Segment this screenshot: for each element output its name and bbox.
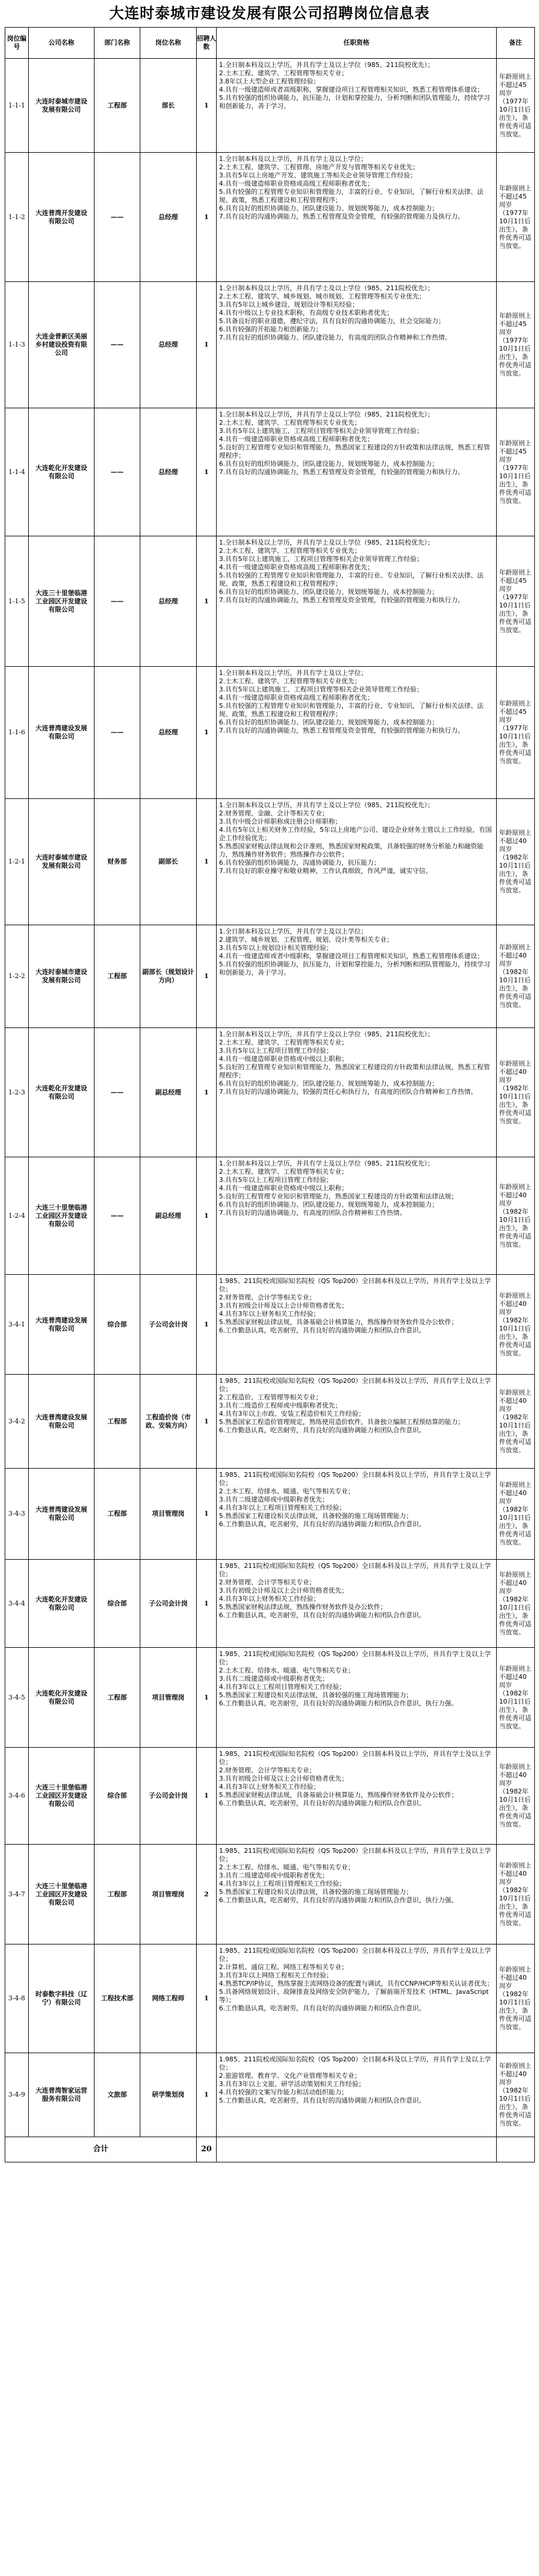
cell-note: 年龄原则上不超过40周岁（1982年10月1日后出生），条件优秀可适当放宽。	[497, 1469, 535, 1560]
requirement-line: 4.具有较强的文案写作能力和活动组织能力；	[219, 2088, 348, 2096]
cell-dept: ——	[95, 282, 140, 408]
cell-code: 1-1-2	[5, 153, 29, 282]
requirement-line: 5.良好的工程管理专业知识和管理能力，熟悉国家工程建设的方针政策和法律法规，熟悉工程管理程序；	[219, 1063, 490, 1079]
table-row	[5, 1028, 535, 1157]
cell-requirements	[217, 1748, 497, 1845]
cell-position: 总经理	[140, 408, 197, 536]
page-title: 大连时泰城市建设发展有限公司招聘岗位信息表	[109, 5, 430, 22]
table-row	[5, 1748, 535, 1845]
requirement-line: 3.具有5年以上工程项目管理工作经验；	[219, 1047, 333, 1054]
table-row	[5, 1560, 535, 1648]
cell-requirements	[217, 408, 497, 536]
header-count: 招聘人数	[197, 28, 217, 59]
cell-note: 年龄原则上不超过40周岁（1982年10月1日后出生），条件优秀可适当放宽。	[497, 1157, 535, 1275]
cell-dept: 工程部	[95, 1375, 140, 1469]
requirement-line: 5.熟悉国家财税法律法规，熟练操作财务软件及办公软件；	[219, 1603, 387, 1611]
requirement-line: 4.具有3年以上财务相关工作经验；	[219, 1783, 320, 1791]
requirement-line: 6.具有良好的组织协调能力、团队建设能力、规划统筹能力，成本控制能力；	[219, 588, 439, 596]
cell-requirements	[217, 1560, 497, 1648]
requirement-line: 1.985、211院校或国际知名院校（QS Top200）全日制本科及以上学历，并具有学士及以上学位；	[219, 2056, 491, 2071]
cell-count: 1	[197, 1748, 217, 1845]
cell-note: 年龄原则上不超过40周岁（1982年10月1日后出生），条件优秀可适当放宽。	[497, 1845, 535, 1944]
cell-note: 年龄原则上不超过40周岁（1982年10月1日后出生），条件优秀可适当放宽。	[497, 799, 535, 925]
cell-dept: 工程技术部	[95, 1944, 140, 2053]
cell-position: 子公司会计岗	[140, 1275, 197, 1375]
cell-company: 大连三十里堡临港工业园区开发建设有限公司	[29, 1748, 95, 1845]
requirement-line: 6.具有良好的组织协调能力、团队建设能力、规划统筹能力，成本控制能力；	[219, 460, 439, 468]
requirement-line: 1.全日制本科及以上学历，并具有学士及以上学位；	[219, 928, 368, 935]
requirement-line: 5.具有较强的工程管理专业知识和管理能力，丰富的行业、专业知识，了解行业相关法律、法规、政策，熟悉工程建设和工程管理程序；	[219, 572, 484, 587]
requirement-line: 1.全日制本科及以上学历，并具有学士及以上学位（985、211院校优先）；	[219, 1030, 434, 1038]
cell-company: 大连三十里堡临港工业园区开发建设有限公司	[29, 1845, 95, 1944]
cell-note: 年龄原则上不超过40周岁（1982年10月1日后出生），条件优秀可适当放宽。	[497, 1375, 535, 1469]
cell-code: 1-2-2	[5, 925, 29, 1028]
requirement-line: 4.熟悉TCP/IP协议，熟练掌握主流网络设备的配置与调试，具有CCNP/HCIP等相关认证者优先；	[219, 1980, 494, 1987]
cell-count: 1	[197, 925, 217, 1028]
cell-position: 项目管理岗	[140, 1845, 197, 1944]
requirement-line: 5.熟悉国家财税法律法规，具备基础会计核算能力，熟练操作财务软件及办公软件；	[219, 1791, 458, 1799]
requirement-line: 3.具有5年以上工程项目管理工作经验；	[219, 1176, 333, 1184]
cell-requirements	[217, 1028, 497, 1157]
requirement-line: 7.具有良好的沟通协调能力，熟悉工程管理及资金管理，有较强的管理能力和执行力。	[219, 468, 464, 476]
cell-position: 副部长（规划设计方向）	[140, 925, 197, 1028]
requirement-line: 4.具有3年以上工程项目管理相关工作经验；	[219, 1880, 346, 1888]
cell-count: 1	[197, 59, 217, 153]
cell-note: 年龄原则上不超过45周岁（1977年10月1日后出生），条件优秀可适当放宽。	[497, 408, 535, 536]
requirement-line: 6.工作勤恳认真，吃苦耐劳，具有良好的沟通协调能力和团队合作意识。	[219, 1611, 426, 1619]
requirement-line: 2.财务管理、会计学等相关专业；	[219, 1766, 316, 1774]
cell-count: 1	[197, 1028, 217, 1157]
requirement-line: 6.工作勤恳认真，吃苦耐劳，具有良好的沟通协调能力和团队合作意识，执行力强。	[219, 1896, 458, 1904]
cell-position: 工程造价岗（市政、安装方向）	[140, 1375, 197, 1469]
cell-requirements	[217, 536, 497, 667]
table-row	[5, 799, 535, 925]
requirement-line: 2.工程造价、工程管理等相关专业；	[219, 1393, 322, 1401]
cell-dept: ——	[95, 1028, 140, 1157]
requirement-line: 4.具有一级建造师职业资格或中级以上职称；	[219, 1055, 348, 1063]
cell-code: 1-1-6	[5, 667, 29, 799]
requirement-line: 3.具有5年以上房地产开发、建筑施工等相关企业领导管理工作经验；	[219, 172, 417, 179]
cell-count: 1	[197, 1648, 217, 1748]
header-note: 备注	[497, 28, 535, 59]
total-row	[5, 2137, 535, 2162]
requirement-line: 5.熟悉国家工程造价管理规定，熟练使用造价软件，具备独立编制工程预结算的能力；	[219, 1418, 464, 1426]
requirement-line: 6.具有良好的组织协调能力、团队建设能力、规划统筹能力，成本控制能力；	[219, 1201, 439, 1208]
requirement-line: 1.全日制本科及以上学历，并具有学士及以上学位（985、211院校优先）；	[219, 411, 434, 418]
requirement-line: 1.985、211院校或国际知名院校（QS Top200）全日制本科及以上学历，并具有学士及以上学位；	[219, 1650, 491, 1666]
cell-company: 大连乾化开发建设有限公司	[29, 1648, 95, 1748]
requirement-line: 3.具有二级建造师或中级职称者优先；	[219, 1872, 329, 1879]
requirement-line: 4.具有一级建造师职业资格或高级工程师职称者优先；	[219, 180, 374, 187]
table-row	[5, 408, 535, 536]
cell-company: 大连普湾建设发展有限公司	[29, 1275, 95, 1375]
cell-requirements	[217, 59, 497, 153]
requirement-line: 3.具有5年以上建筑施工、工程项目管理等相关企业领导管理工作经验；	[219, 555, 423, 563]
requirement-line: 4.具有一级建造师职业资格或高级工程师职称者优先；	[219, 563, 374, 571]
requirement-line: 4.具有一级建造师职业资格或高级工程师职称者优先；	[219, 694, 374, 701]
table-row	[5, 282, 535, 408]
cell-requirements	[217, 667, 497, 799]
cell-code: 3-4-2	[5, 1375, 29, 1469]
requirement-line: 7.具有良好的职业操守和敬业精神，工作认真细致，作风严谨，诚实守信。	[219, 867, 432, 875]
table-header-row	[5, 28, 535, 59]
requirement-line: 1.985、211院校或国际知名院校（QS Top200）全日制本科及以上学历，并具有学士及以上学位；	[219, 1277, 491, 1293]
total-count: 20	[197, 2137, 217, 2162]
cell-code: 1-2-1	[5, 799, 29, 925]
requirement-line: 2.土木工程、建筑学、工程管理等相关专业优先；	[219, 547, 361, 555]
cell-position: 副总经理	[140, 1157, 197, 1275]
cell-requirements	[217, 1275, 497, 1375]
cell-count: 1	[197, 1375, 217, 1469]
header-position: 岗位名称	[140, 28, 197, 59]
recruitment-table	[5, 27, 535, 2162]
requirement-line: 2.土木工程、建筑学、工程管理等相关专业；	[219, 69, 348, 77]
requirement-line: 3.具有中级会计师职称或注册会计师职称；	[219, 818, 342, 825]
requirement-line: 3.8年以上大型企业工程管理经验；	[219, 78, 320, 85]
cell-requirements	[217, 1845, 497, 1944]
requirement-line: 3.具有初级会计师及以上会计师资格者优先；	[219, 1302, 348, 1309]
cell-code: 1-2-3	[5, 1028, 29, 1157]
requirement-line: 7.具有良好的沟通协调能力，熟悉工程管理及资金管理，有较强的管理能力及执行力。	[219, 213, 464, 220]
requirement-line: 2.土木工程、建筑学、工程管理等相关专业；	[219, 1039, 348, 1046]
requirement-line: 2.财务管理、会计学等相关专业；	[219, 1294, 316, 1301]
requirement-line: 2.土木工程、建筑学、城乡规划、城市规划、工程管理等相关专业优先；	[219, 293, 426, 300]
cell-requirements	[217, 799, 497, 925]
cell-position: 总经理	[140, 536, 197, 667]
cell-dept: 财务部	[95, 799, 140, 925]
cell-position: 副总经理	[140, 1028, 197, 1157]
cell-note: 年龄原则上不超过45周岁（1977年10月1日后出生），条件优秀可适当放宽。	[497, 282, 535, 408]
requirement-line: 6.具有良好的组织协调能力、团队建设能力、规划统筹能力，成本控制能力；	[219, 1080, 439, 1087]
cell-requirements	[217, 1944, 497, 2053]
cell-code: 3-4-7	[5, 1845, 29, 1944]
requirement-line: 3.具有5年以上建筑施工、工程项目管理等相关企业领导管理工作经验；	[219, 427, 423, 435]
table-row	[5, 2053, 535, 2137]
cell-code: 1-1-5	[5, 536, 29, 667]
cell-company: 大连乾化开发建设有限公司	[29, 1560, 95, 1648]
cell-position: 部长	[140, 59, 197, 153]
requirement-line: 2.财务管理、会计学等相关专业；	[219, 1578, 316, 1586]
requirement-line: 6.工作勤恳认真，吃苦耐劳，具有良好的沟通协调能力和团队合作意识，执行力强。	[219, 1700, 458, 1707]
cell-position: 子公司会计岗	[140, 1560, 197, 1648]
cell-note: 年龄原则上不超过40周岁（1982年10月1日后出生），条件优秀可适当放宽。	[497, 1028, 535, 1157]
cell-code: 3-4-9	[5, 2053, 29, 2137]
requirement-line: 1.985、211院校或国际知名院校（QS Top200）全日制本科及以上学历，并具有学士及以上学位；	[219, 1750, 491, 1766]
requirement-line: 1.985、211院校或国际知名院校（QS Top200）全日制本科及以上学历，并具有学士及以上学位；	[219, 1471, 491, 1487]
requirement-line: 6.具有较强的开拓能力和创新能力；	[219, 325, 322, 333]
requirement-line: 7.具有良好的沟通协调能力，熟悉工程管理及资金管理，有较强的管理能力和执行力。	[219, 596, 464, 604]
requirement-line: 1.985、211院校或国际知名院校（QS Top200）全日制本科及以上学历，并具有学士及以上学位；	[219, 1377, 491, 1393]
cell-dept: 工程部	[95, 1845, 140, 1944]
cell-note: 年龄原则上不超过40周岁（1982年10月1日后出生），条件优秀可适当放宽。	[497, 1275, 535, 1375]
requirement-line: 4.具有3年以上工程项目管理相关工作经验；	[219, 1504, 346, 1512]
requirement-line: 1.全日制本科及以上学历，并具有学士及以上学位（985、211院校优先）；	[219, 284, 434, 292]
requirement-line: 4.具有3年以上财务相关工作经验；	[219, 1595, 320, 1603]
cell-requirements	[217, 1648, 497, 1748]
cell-requirements	[217, 1469, 497, 1560]
table-row	[5, 1157, 535, 1275]
requirement-line: 5.熟悉国家财税法律法规，具备基础会计核算能力，熟练操作财务软件及办公软件；	[219, 1318, 458, 1326]
requirement-line: 2.土木工程、给排水、暖通、电气等相关专业；	[219, 1863, 355, 1871]
total-empty-note	[497, 2137, 535, 2162]
requirement-line: 4.具有一级建造师职业资格或高级工程师职称者优先；	[219, 435, 374, 443]
header-company: 公司名称	[29, 28, 95, 59]
table-row	[5, 153, 535, 282]
cell-count: 1	[197, 799, 217, 925]
cell-code: 3-4-4	[5, 1560, 29, 1648]
requirement-line: 5.具有较强的工程管理专业知识和管理能力，丰富的行业、专业知识，了解行业相关法律、法规、政策，熟悉工程建设和工程管理程序；	[219, 188, 484, 204]
table-row	[5, 1469, 535, 1560]
cell-position: 研学策划岗	[140, 2053, 197, 2137]
cell-requirements	[217, 1375, 497, 1469]
cell-note: 年龄原则上不超过40周岁（1982年10月1日后出生），条件优秀可适当放宽。	[497, 1648, 535, 1748]
table-row	[5, 667, 535, 799]
cell-company: 大连乾化开发建设有限公司	[29, 1028, 95, 1157]
cell-note: 年龄原则上不超过45周岁（1977年10月1日后出生），条件优秀可适当放宽。	[497, 536, 535, 667]
requirement-line: 7.具有良好的沟通协调能力，较强的责任心和执行力，有高度的团队合作精神和工作热情。	[219, 1088, 477, 1096]
cell-count: 1	[197, 1944, 217, 2053]
requirement-line: 6.具有良好的组织协调能力、团队建设能力、规划统筹能力，成本控制能力；	[219, 718, 439, 726]
cell-company: 大连金普新区美丽乡村建设投资有限公司	[29, 282, 95, 408]
table-body	[5, 59, 535, 2137]
requirement-line: 1.全日制本科及以上学历，并具有学士及以上学位（985、211院校优先）；	[219, 801, 434, 809]
cell-position: 总经理	[140, 282, 197, 408]
requirement-line: 6.工作勤恳认真，吃苦耐劳，具有良好的沟通协调能力和团队合作意识。	[219, 1520, 426, 1528]
requirement-line: 2.土木工程、建筑学、工程管理等相关专业优先；	[219, 677, 361, 685]
cell-count: 1	[197, 667, 217, 799]
table-row	[5, 1648, 535, 1748]
requirement-line: 5.具备良好的职业道德，遵纪守法，具有良好的沟通协调能力，社会交际能力；	[219, 317, 445, 325]
cell-code: 1-1-4	[5, 408, 29, 536]
cell-position: 总经理	[140, 667, 197, 799]
requirement-line: 1.全日制本科及以上学历，并具有学士及以上学位（985、211院校优先）；	[219, 1160, 434, 1167]
requirement-line: 6.工作勤恳认真，吃苦耐劳，具有良好的沟通协调能力和团队合作意识。	[219, 1326, 426, 1334]
requirement-line: 4.具有3年以上市政、安装工程造价相关工作经验；	[219, 1410, 365, 1418]
total-label: 合计	[5, 2137, 197, 2162]
cell-dept: 文旅部	[95, 2053, 140, 2137]
cell-note: 年龄原则上不超过40周岁（1982年10月1日后出生），条件优秀可适当放宽。	[497, 925, 535, 1028]
cell-dept: ——	[95, 667, 140, 799]
requirement-line: 2.计算机、通信工程、网络工程等相关专业；	[219, 1963, 348, 1971]
cell-dept: ——	[95, 1157, 140, 1275]
requirement-line: 5.良好的工程管理专业知识和管理能力，熟悉国家工程建设的方针政策和法律法规，熟悉工程管理程序；	[219, 444, 490, 459]
cell-company: 大连普湾建设发展有限公司	[29, 667, 95, 799]
cell-note: 年龄原则上不超过40周岁（1982年10月1日后出生），条件优秀可适当放宽。	[497, 2053, 535, 2137]
cell-count: 1	[197, 1157, 217, 1275]
cell-company: 大连时泰城市建设发展有限公司	[29, 799, 95, 925]
cell-dept: 工程部	[95, 59, 140, 153]
requirement-line: 5.良好的工程管理专业知识和管理能力，熟悉国家工程建设的方针政策和法律法规；	[219, 1193, 458, 1200]
requirement-line: 3.具有初级会计师及以上会计师资格者优先；	[219, 1587, 348, 1594]
cell-company: 大连乾化开发建设有限公司	[29, 408, 95, 536]
cell-company: 时泰数字科技（辽宁）有限公司	[29, 1944, 95, 2053]
cell-note: 年龄原则上不超过40周岁（1982年10月1日后出生），条件优秀可适当放宽。	[497, 1748, 535, 1845]
cell-note: 年龄原则上不超过40周岁（1982年10月1日后出生），条件优秀可适当放宽。	[497, 1944, 535, 2053]
cell-requirements	[217, 2053, 497, 2137]
cell-dept: 工程部	[95, 1469, 140, 1560]
requirement-line: 6.具有良好的组织协调能力、团队建设能力、规划统筹能力，成本控制能力；	[219, 204, 439, 212]
cell-code: 3-4-3	[5, 1469, 29, 1560]
cell-code: 1-2-4	[5, 1157, 29, 1275]
requirement-line: 1.985、211院校或国际知名院校（QS Top200）全日制本科及以上学历，并具有学士及以上学位；	[219, 1847, 491, 1863]
requirement-line: 1.全日制本科及以上学历，并具有学士及以上学位；	[219, 669, 368, 677]
requirement-line: 2.土木工程、建筑学、工程管理等相关专业；	[219, 1168, 348, 1176]
requirement-line: 6.工作勤恳认真，吃苦耐劳，具有良好的沟通协调能力和团队合作意识。	[219, 1799, 426, 1807]
cell-company: 大连普湾建设发展有限公司	[29, 1469, 95, 1560]
requirement-line: 6.具有较强的组织协调能力，沟通协调能力，抗压能力；	[219, 859, 380, 866]
cell-note: 年龄原则上不超过45周岁（1977年10月1日后出生），条件优秀可适当放宽。	[497, 667, 535, 799]
total-empty-req	[217, 2137, 497, 2162]
header-dept: 部门名称	[95, 28, 140, 59]
table-row	[5, 925, 535, 1028]
requirement-line: 5.具有较强的工程管理专业知识和管理能力，丰富的行业、专业知识，了解行业相关法律、法规、政策，熟悉工程建设和工程管理程序；	[219, 702, 484, 718]
requirement-line: 4.具有3年以上工程项目管理相关工作经验；	[219, 1683, 346, 1691]
requirement-line: 3.具有5年以上建筑施工、工程项目管理等相关企业领导管理工作经验；	[219, 686, 423, 693]
cell-code: 3-4-5	[5, 1648, 29, 1748]
requirement-line: 3.具有5年以上城乡建设、规划设计等相关经验；	[219, 301, 359, 308]
cell-code: 3-4-1	[5, 1275, 29, 1375]
requirement-line: 2.财务管理、金融、会计等相关专业；	[219, 810, 329, 817]
requirement-line: 3.具有二级建造师或中级职称者优先；	[219, 1675, 329, 1682]
requirement-line: 2.土木工程、给排水、暖通、电气等相关专业；	[219, 1487, 355, 1495]
cell-count: 1	[197, 536, 217, 667]
requirement-line: 5.熟悉国家工程建设相关法律法规，具备较强的施工现场管理能力；	[219, 1691, 413, 1699]
requirement-line: 2.建筑学、城乡规划、工程管理、规划、设计类等相关专业；	[219, 936, 393, 943]
cell-dept: ——	[95, 153, 140, 282]
cell-company: 大连时泰城市建设发展有限公司	[29, 59, 95, 153]
header-code: 岗位编号	[5, 28, 29, 59]
cell-code: 1-1-3	[5, 282, 29, 408]
requirement-line: 7.具有良好的沟通协调能力，熟悉工程管理及资金管理，有较强的管理能力和执行力。	[219, 727, 464, 734]
cell-company: 大连普湾建设发展有限公司	[29, 1375, 95, 1469]
requirement-line: 5.具有较强的组织协调能力，抗压能力，计划和掌控能力，分析判断和团队管理能力，持续学习和创新能力，善于学习。	[219, 94, 490, 110]
header-requirements: 任职资格	[217, 28, 497, 59]
requirement-line: 1.985、211院校或国际知名院校（QS Top200）全日制本科及以上学历，并具有学士及以上学位；	[219, 1562, 491, 1578]
cell-requirements	[217, 282, 497, 408]
requirement-line: 5.熟悉国家工程建设相关法律法规，具备较强的施工现场管理能力；	[219, 1512, 413, 1520]
cell-note: 年龄原则上不超过45周岁（1977年10月1日后出生），条件优秀可适当放宽。	[497, 59, 535, 153]
cell-count: 1	[197, 153, 217, 282]
cell-requirements	[217, 1157, 497, 1275]
requirement-line: 4.具有一级建造师或者高级职称，掌握建设项目工程管理相关知识，熟悉工程管理体系建设；	[219, 86, 484, 93]
requirement-line: 5.熟悉国家工程建设相关法律法规，具备较强的施工现场管理能力；	[219, 1888, 413, 1896]
requirement-line: 5.具备网络规划设计、故障排查及网络安全防护能力，了解前端开发技术（HTML、JavaScript等）；	[219, 1988, 489, 2004]
requirement-line: 4.具有5年以上相关财务工作经验，5年以上房地产公司、建设企业财务主管以上工作经验，有国企工作经验优先；	[219, 826, 492, 842]
table-row	[5, 1944, 535, 2053]
requirement-line: 5.熟悉国家财税法律法规和会计准则，熟悉国家财税政策，具备较强的财务分析能力和融资能力，熟练操作财务软件；熟练操作办公软件；	[219, 842, 484, 858]
requirement-line: 1.全日制本科及以上学历，并具有学士及以上学位（985、211院校优先）；	[219, 539, 434, 546]
cell-company: 大连普湾开发建设有限公司	[29, 153, 95, 282]
requirement-line: 3.具有3年以上网络工程相关工作经验；	[219, 1972, 333, 1979]
table-row	[5, 1275, 535, 1375]
requirement-line: 6.工作勤恳认真，吃苦耐劳，具有良好的沟通协调能力和团队合作意识。	[219, 1426, 426, 1434]
cell-count: 1	[197, 408, 217, 536]
cell-count: 1	[197, 1469, 217, 1560]
requirement-line: 1.全日制本科及以上学历，并具有学士及以上学位；	[219, 155, 368, 163]
cell-count: 1	[197, 1560, 217, 1648]
cell-position: 子公司会计岗	[140, 1748, 197, 1845]
table-row	[5, 536, 535, 667]
requirement-line: 3.具有5年以上规划设计相关管理经验；	[219, 944, 333, 952]
cell-dept: 综合部	[95, 1748, 140, 1845]
cell-count: 1	[197, 282, 217, 408]
requirement-line: 3.具有二级造价工程师或中级职称者优先；	[219, 1402, 342, 1409]
cell-dept: 综合部	[95, 1560, 140, 1648]
cell-position: 网络工程师	[140, 1944, 197, 2053]
requirement-line: 6.工作勤恳认真，吃苦耐劳，具有良好的沟通协调能力和团队合作意识。	[219, 2004, 426, 2012]
requirement-line: 4.具有一级建造师或者中级职称，掌握建设项目工程管理相关知识，熟悉工程管理体系建设；	[219, 952, 484, 960]
requirement-line: 2.土木工程、给排水、暖通、电气等相关专业；	[219, 1667, 355, 1674]
requirement-line: 4.具有中级以上专业技术职称，有高级专业技术职称者优先；	[219, 309, 393, 317]
table-row	[5, 1375, 535, 1469]
requirement-line: 5.工作勤恳认真，吃苦耐劳，具有良好的沟通协调能力和团队合作意识。	[219, 2097, 426, 2104]
requirement-line: 1.985、211院校或国际知名院校（QS Top200）全日制本科及以上学历，并具有学士及以上学位；	[219, 1947, 491, 1963]
cell-requirements	[217, 153, 497, 282]
cell-position: 项目管理岗	[140, 1469, 197, 1560]
table-row	[5, 1845, 535, 1944]
cell-code: 3-4-6	[5, 1748, 29, 1845]
cell-position: 总经理	[140, 153, 197, 282]
cell-company: 大连时泰城市建设发展有限公司	[29, 925, 95, 1028]
requirement-line: 7.具有良好的沟通协调能力，有高度的团队合作精神和工作热情。	[219, 1209, 406, 1217]
requirement-line: 2.旅游管理、教育学、文化产业管理等相关专业；	[219, 2072, 361, 2080]
cell-company: 大连普湾智家运营服务有限公司	[29, 2053, 95, 2137]
requirement-line: 3.具有二级建造师或中级职称者优先；	[219, 1496, 329, 1503]
cell-count: 1	[197, 2053, 217, 2137]
cell-position: 项目管理岗	[140, 1648, 197, 1748]
requirement-line: 4.具有3年以上财务相关工作经验；	[219, 1310, 320, 1318]
requirement-line: 3.具有初级会计师及以上会计师资格者优先；	[219, 1775, 348, 1782]
cell-company: 大连三十里堡临港工业园区开发建设有限公司	[29, 536, 95, 667]
requirement-line: 4.具有一级建造师职业资格或中级以上职称；	[219, 1184, 348, 1192]
cell-position: 副部长	[140, 799, 197, 925]
cell-dept: 工程部	[95, 1648, 140, 1748]
cell-dept: ——	[95, 536, 140, 667]
cell-count: 1	[197, 1275, 217, 1375]
cell-code: 3-4-8	[5, 1944, 29, 2053]
requirement-line: 3.具有3年以上文旅、研学活动策划相关工作经验；	[219, 2080, 365, 2088]
table-row	[5, 59, 535, 153]
cell-company: 大连三十里堡临港工业园区开发建设有限公司	[29, 1157, 95, 1275]
cell-count: 2	[197, 1845, 217, 1944]
cell-note: 年龄原则上不超过40周岁（1982年10月1日后出生），条件优秀可适当放宽。	[497, 1560, 535, 1648]
requirement-line: 7.具有良好的组织协调能力、团队建设能力，有高度的团队合作精神和工作热情。	[219, 334, 452, 341]
cell-code: 1-1-1	[5, 59, 29, 153]
requirement-line: 5.具有较强的组织协调能力，抗压能力，计划和掌控能力，分析判断和团队管理能力，持续学习和创新能力，善于学习。	[219, 960, 490, 976]
cell-dept: ——	[95, 408, 140, 536]
requirement-line: 2.土木工程、建筑学、工程管理、房地产开发与管理等相关专业优先；	[219, 163, 419, 171]
cell-dept: 工程部	[95, 925, 140, 1028]
cell-note: 年龄原则上不超过45周岁（1977年10月1日后出生），条件优秀可适当放宽。	[497, 153, 535, 282]
cell-dept: 综合部	[95, 1275, 140, 1375]
cell-requirements	[217, 925, 497, 1028]
requirement-line: 1.全日制本科及以上学历，并具有学士及以上学位（985、211院校优先）；	[219, 61, 434, 69]
requirement-line: 2.土木工程、建筑学、工程管理等相关专业优先；	[219, 419, 361, 426]
